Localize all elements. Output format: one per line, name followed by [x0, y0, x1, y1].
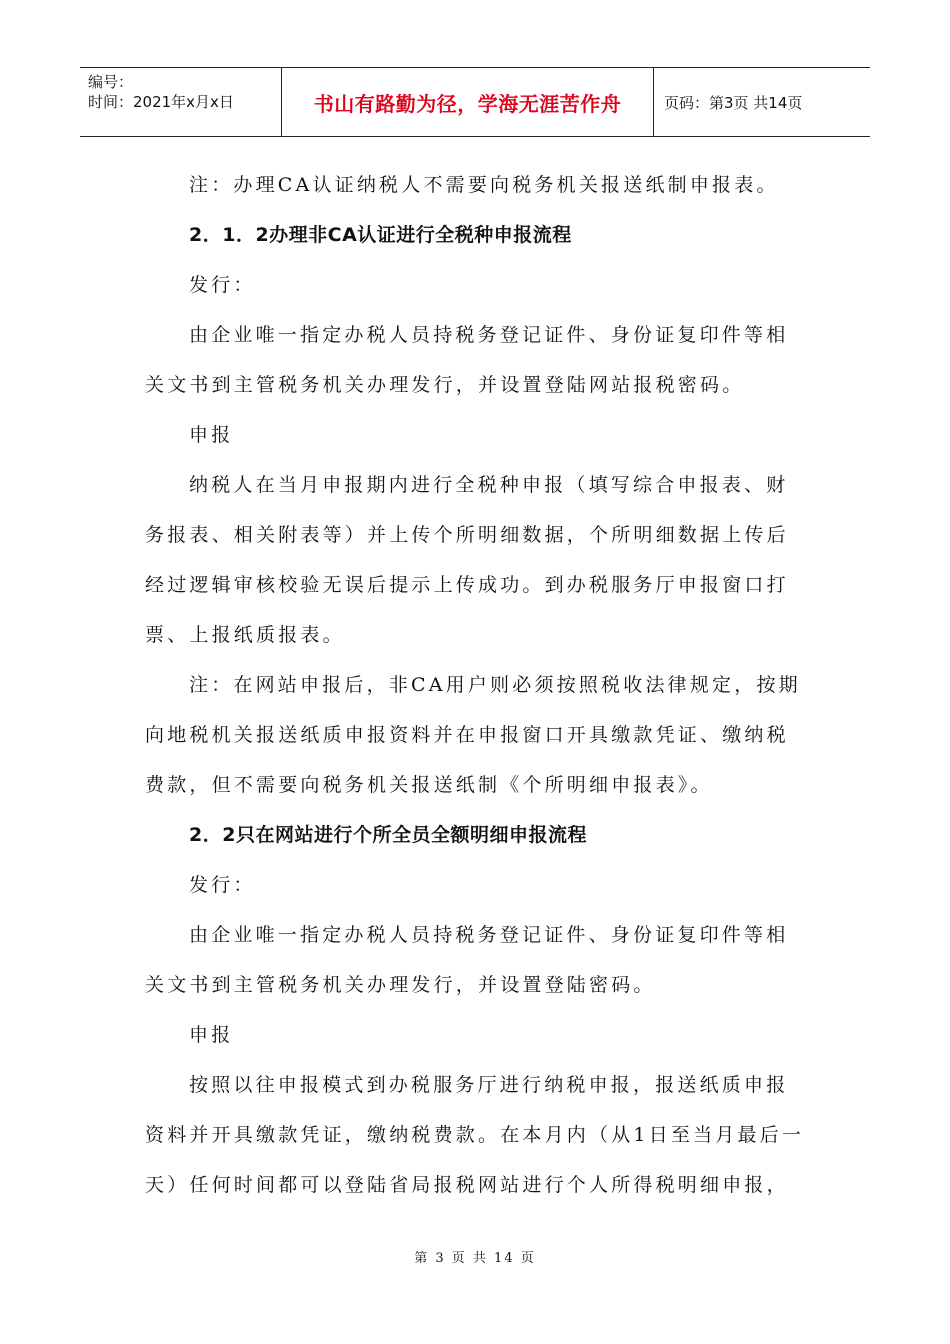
paragraph: 按照以往申报模式到办税服务厅进行纳税申报，报送纸质申报资料并开具缴款凭证，缴纳税费款。在本月内（从1日至当月最后一天）任何时间都可以登陆省局报税网站进行个人所得税明细申报，: [145, 1074, 805, 1196]
header-page-info: [654, 68, 870, 136]
motto-text: 书山有路勤为径，学海无涯苦作舟: [313, 91, 622, 116]
paragraph: 申报: [189, 424, 234, 446]
note-ca: 注：办理CA认证纳税人不需要向税务机关报送纸制申报表。: [189, 174, 779, 196]
paragraph: 发行：: [189, 274, 256, 296]
page-footer: 第 3 页 共 14 页: [414, 1251, 536, 1266]
page-info-text: 页码：第3页 共14页: [664, 93, 803, 112]
time-label: 时间：2021年x月x日: [88, 93, 234, 111]
number-label: 编号：: [88, 73, 134, 91]
section-heading: 2．1．2办理非CA认证进行全税种申报流程: [189, 224, 572, 246]
header-meta: [80, 68, 282, 136]
paragraph: 由企业唯一指定办税人员持税务登记证件、身份证复印件等相关文书到主管税务机关办理发行，并设置登陆密码。: [145, 924, 789, 996]
page-header: [80, 67, 870, 137]
section-heading: 2．2只在网站进行个所全员全额明细申报流程: [189, 824, 587, 846]
document-body: [145, 160, 805, 1210]
paragraph: 发行：: [189, 874, 256, 896]
paragraph: 注：在网站申报后，非CA用户则必须按照税收法律规定，按期向地税机关报送纸质申报资料并在申报窗口开具缴款凭证、缴纳税费款，但不需要向税务机关报送纸制《个所明细申报表》。: [145, 674, 801, 796]
paragraph: 申报: [189, 1024, 234, 1046]
paragraph: 纳税人在当月申报期内进行全税种申报（填写综合申报表、财务报表、相关附表等）并上传个所明细数据，个所明细数据上传后经过逻辑审核校验无误后提示上传成功。到办税服务厅申报窗口打票、上报纸质报表。: [145, 474, 789, 646]
paragraph: 由企业唯一指定办税人员持税务登记证件、身份证复印件等相关文书到主管税务机关办理发行，并设置登陆网站报税密码。: [145, 324, 789, 396]
header-motto-cell: [282, 68, 654, 136]
